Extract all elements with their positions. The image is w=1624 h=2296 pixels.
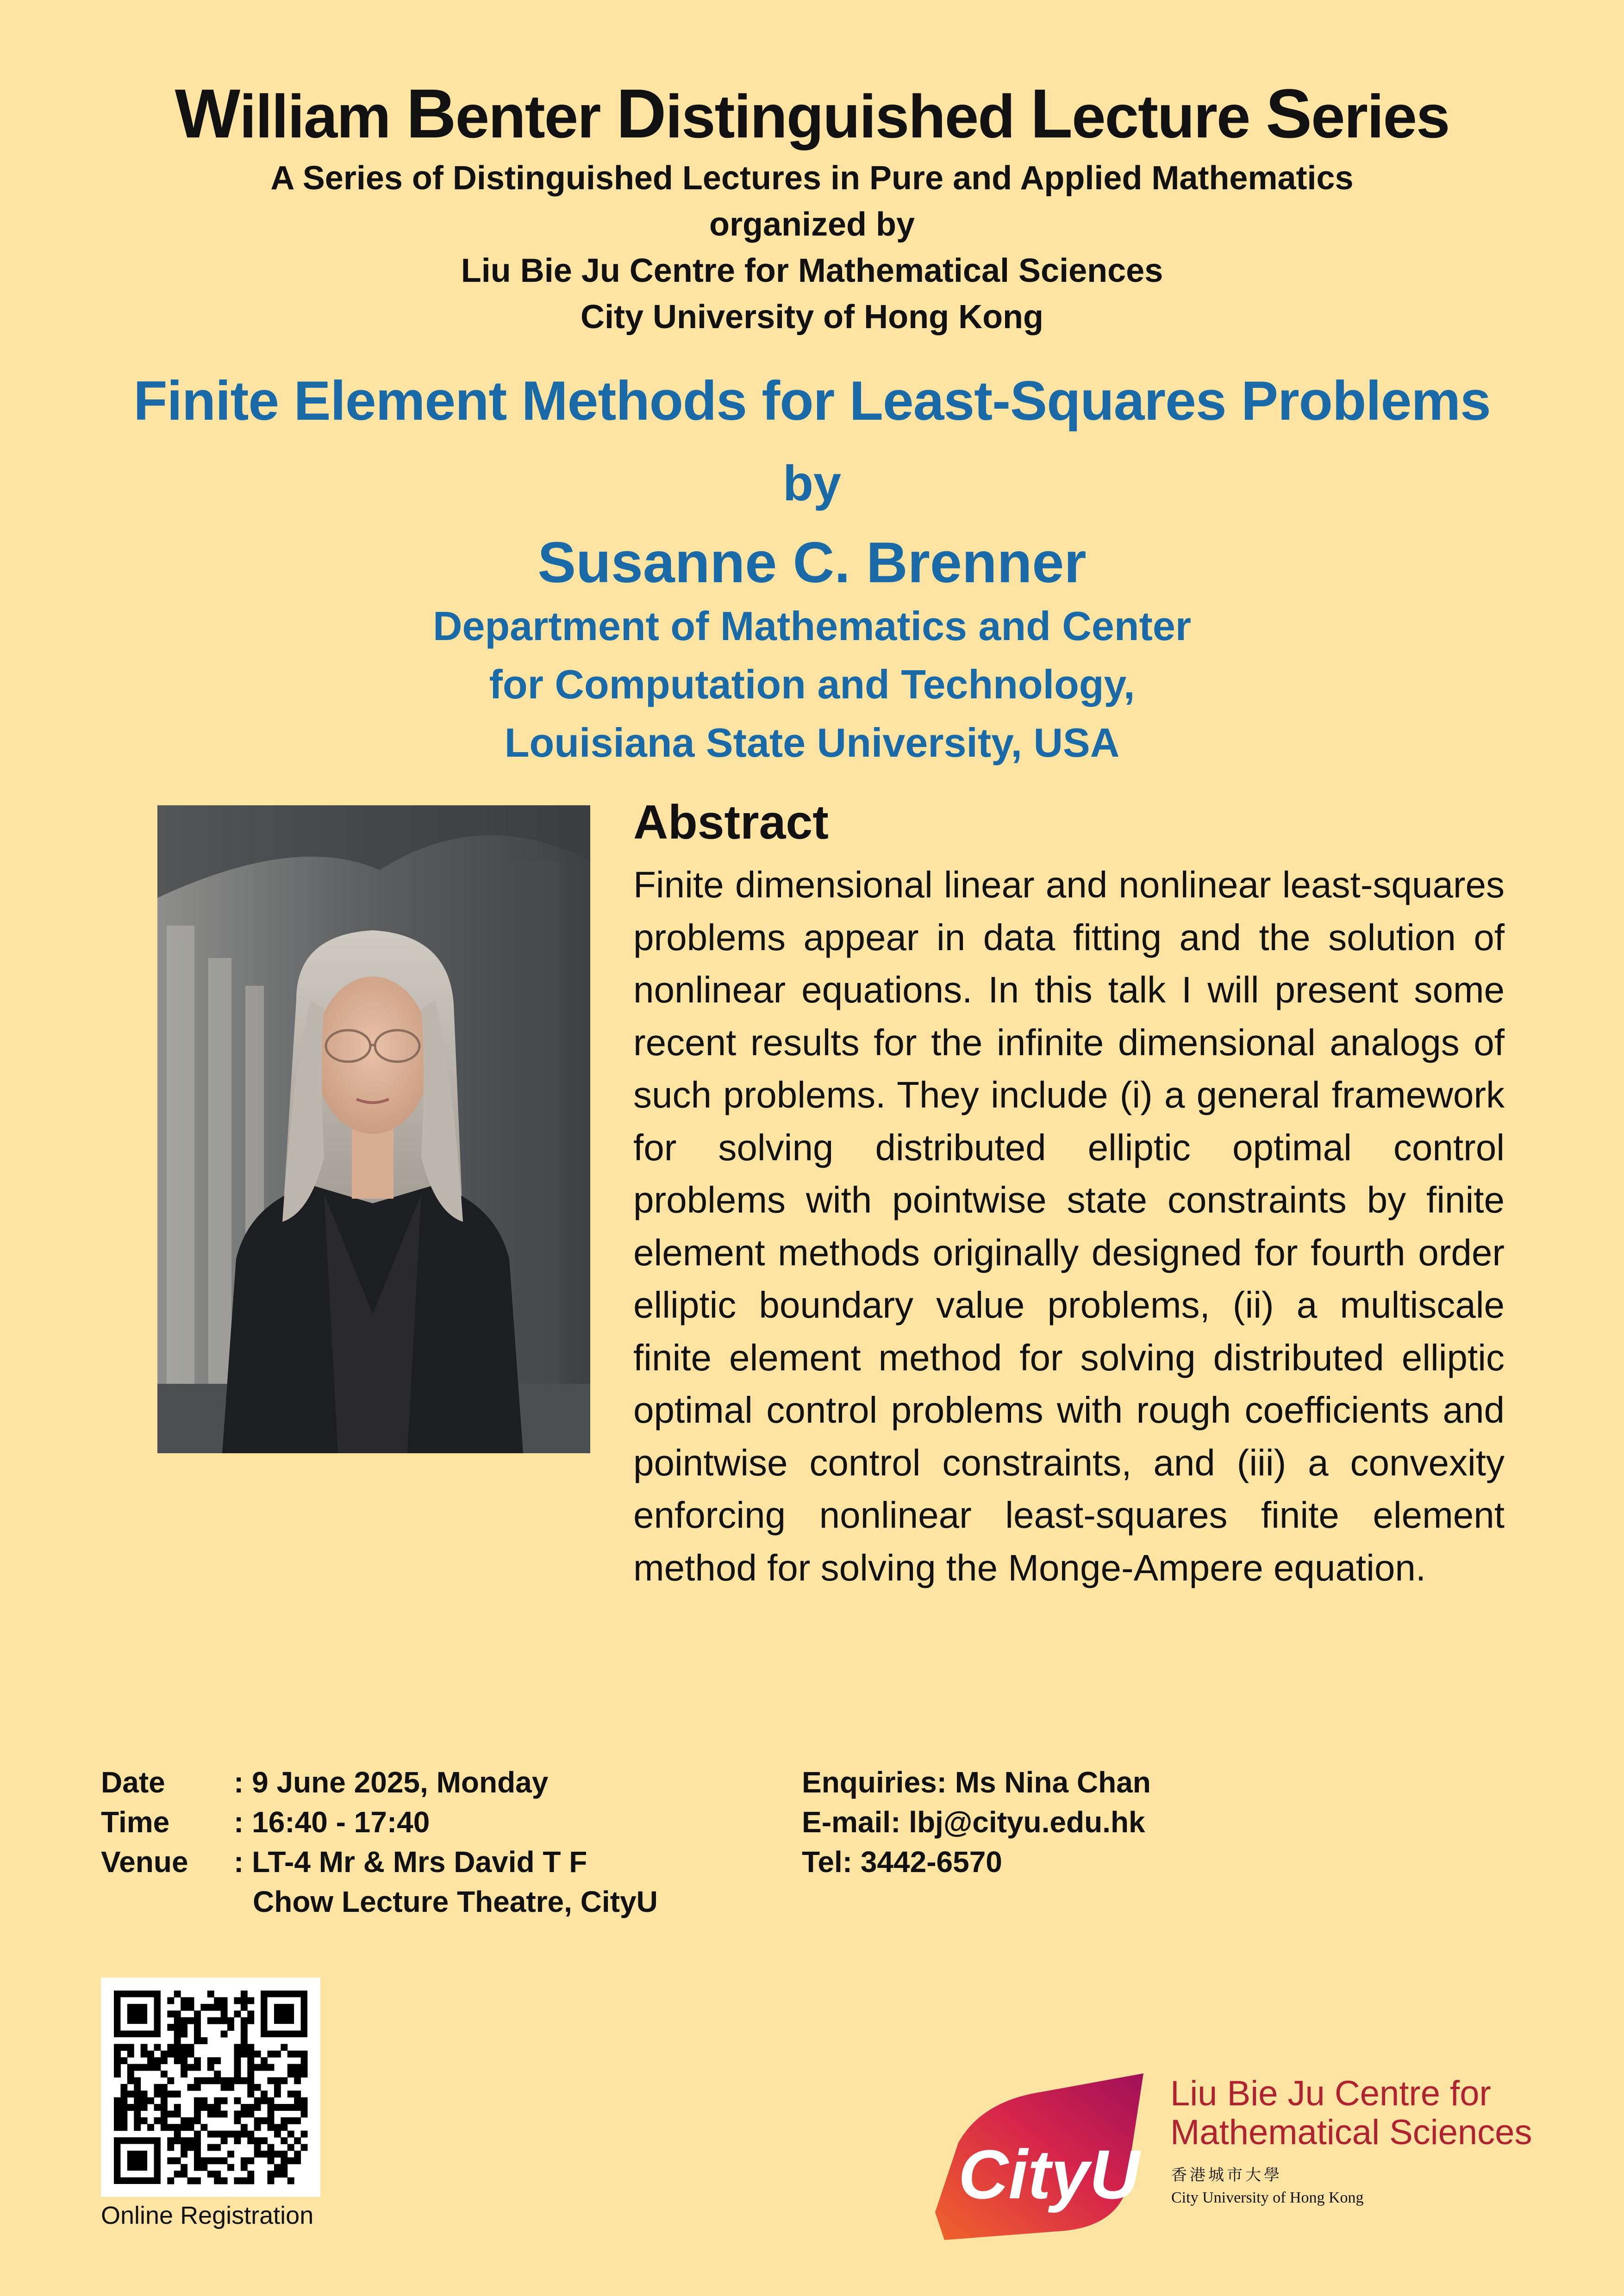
by-label: by	[782, 455, 842, 511]
logo-centre-name: Liu Bie Ju Centre for	[1170, 2074, 1491, 2113]
abstract-heading: Abstract	[633, 796, 829, 849]
cityu-logo-text: CityU	[958, 2135, 1140, 2213]
email-contact[interactable]: E-mail: lbj@cityu.edu.hk	[802, 1805, 1145, 1839]
time-label: Time	[101, 1805, 170, 1839]
speaker-affiliation-line: Louisiana State University, USA	[504, 720, 1120, 765]
date-label: Date	[101, 1766, 165, 1799]
phone-contact: Tel: 3442-6570	[802, 1845, 1002, 1879]
qr-caption: Online Registration	[101, 2202, 314, 2229]
speaker-name: Susanne C. Brenner	[537, 531, 1087, 595]
speaker-affiliation-line: Department of Mathematics and Center	[432, 603, 1192, 649]
date-value: : 9 June 2025, Monday	[234, 1766, 549, 1799]
speaker-photo	[157, 805, 590, 1453]
logo-university-name: City University of Hong Kong	[1171, 2189, 1364, 2206]
venue-value: Chow Lecture Theatre, CityU	[253, 1885, 658, 1918]
abstract-text: Finite dimensional linear and nonlinear least-squares problems appear in data fitting and the solution of nonlinear equations. In this talk I will present some recent results for the infinite dimensional analogs of such problems. They include (i) a general framework for solving distributed elliptic optimal control problems with pointwise state constraints by finite element methods originally designed for fourth order elliptic boundary value problems, (ii) a multiscale finite element method for solving distributed elliptic optimal control problems with rough coefficients and pointwise control constraints, and (iii) a convexity enforcing nonlinear least-squares finite element method for solving the Monge-Ampere equation.	[633, 864, 1505, 1588]
logo-centre-name: Mathematical Sciences	[1170, 2113, 1532, 2152]
venue-value: : LT-4 Mr & Mrs David T F	[234, 1845, 587, 1879]
cityu-logo	[926, 2073, 1157, 2245]
logo-chinese-name: 香港城市大學	[1171, 2166, 1282, 2184]
talk-title: Finite Element Methods for Least-Squares Problems	[133, 370, 1491, 432]
venue-label: Venue	[101, 1845, 188, 1879]
organizer-university: City University of Hong Kong	[580, 299, 1044, 336]
series-title: William Benter Distinguished Lecture Series	[175, 75, 1449, 152]
organized-by: organized by	[709, 206, 915, 243]
time-value: : 16:40 - 17:40	[234, 1805, 430, 1839]
series-subtitle: A Series of Distinguished Lectures in Pure and Applied Mathematics	[270, 160, 1354, 197]
registration-qr-code[interactable]	[101, 1978, 320, 2197]
speaker-affiliation-line: for Computation and Technology,	[489, 661, 1135, 707]
enquiries-contact: Enquiries: Ms Nina Chan	[802, 1766, 1151, 1799]
organizer-centre: Liu Bie Ju Centre for Mathematical Sciences	[461, 252, 1163, 289]
